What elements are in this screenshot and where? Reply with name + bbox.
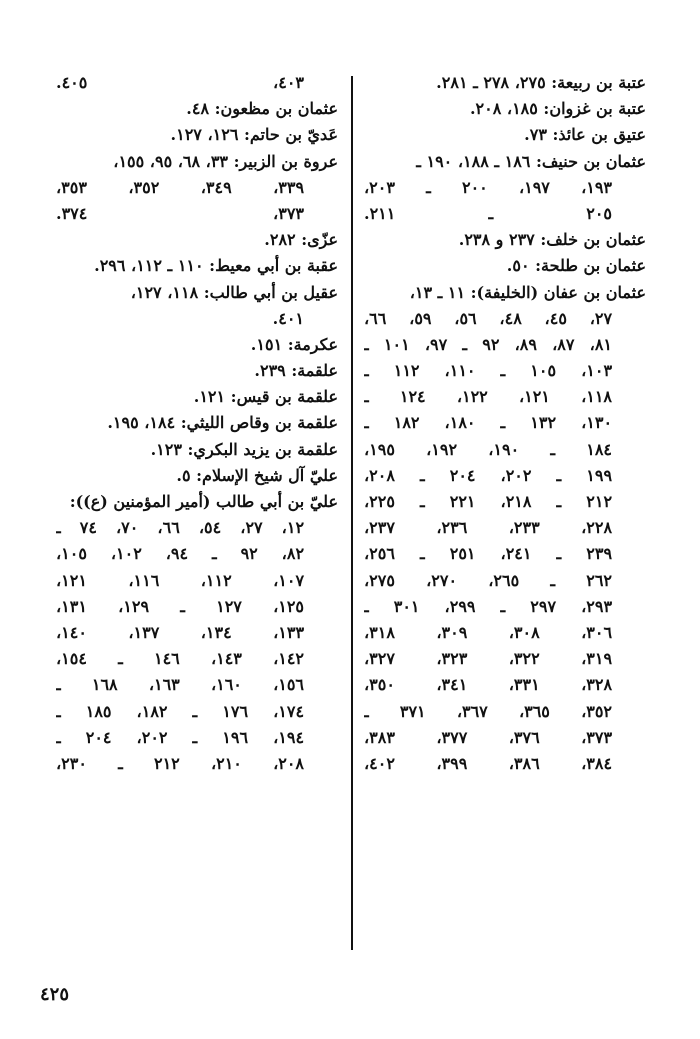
index-entry-line: ١٩٤، ١٩٦ ـ ٢٠٢، ٢٠٤ ـ [56,727,305,747]
index-entry-line: ٢٦٢ ـ ٢٦٥، ٢٧٠، ٢٧٥، [364,570,613,590]
index-entry-line: ١٤٢، ١٤٣، ١٤٦ ـ ١٥٤، [56,649,305,669]
index-entry-line: ٢٧، ٤٥، ٤٨، ٥٦، ٥٩، ٦٦، [364,308,613,328]
column-divider [351,76,353,950]
index-column-left [56,70,338,777]
index-entry-line: ١٢، ٢٧، ٥٤، ٦٦، ٧٠، ٧٤ ـ [56,518,305,538]
index-entry-line: علقمة بن يزيد البكري: ١٢٣. [150,439,338,459]
index-entry-line: ١٥٦، ١٦٠، ١٦٣، ١٦٨ ـ [56,675,305,695]
index-entry-line: ٢٢٨، ٢٣٣، ٢٣٦، ٢٣٧، [364,518,613,538]
index-entry-line: عتبة بن ربيعة: ٢٧٥، ٢٧٨ ـ ٢٨١. [436,73,646,92]
index-entry-line: عليّ آل شيخ الإسلام: ٥. [176,465,338,485]
index-entry-line: ١٧٤، ١٧٦ ـ ١٨٢، ١٨٥ ـ [56,701,305,721]
index-entry-line: عثمان بن عفان (الخليفة): ١١ ـ ١٣، [409,282,646,302]
index-entry-line: ١٠٣، ١٠٥ ـ ١١٠، ١١٢ ـ [364,361,613,381]
index-entry-line: ١٢٥، ١٢٧ ـ ١٢٩، ١٣١، [56,596,305,616]
index-entry-line: علقمة بن وقاص الليثي: ١٨٤، ١٩٥. [107,413,338,433]
index-entry-line: ٢٠٨، ٢١٠، ٢١٢ ـ ٢٣٠، [56,753,305,773]
index-entry-line: ١٨٤ ـ ١٩٠، ١٩٢، ١٩٥، [364,439,613,459]
index-entry-line: عثمان بن طلحة: ٥٠. [506,256,646,276]
index-entry-line: عكرمة: ١٥١. [250,334,338,354]
index-entry-line: ٣٢٨، ٣٣١، ٣٤١، ٣٥٠، [364,675,613,695]
index-entry-line: عروة بن الزبير: ٣٣، ٦٨، ٩٥، ١٥٥، [113,151,338,171]
index-entry-line: عثمان بن حنيف: ١٨٦ ـ ١٨٨، ١٩٠ ـ [416,151,646,171]
index-entry-line: عثمان بن مظعون: ٤٨. [186,99,338,119]
index-entry-line: عثمان بن خلف: ٢٣٧ و ٢٣٨. [458,230,646,250]
index-entry-line: ٣٧٣، ٣٧٦، ٣٧٧، ٣٨٣، [364,727,613,747]
index-entry-line: ٨٢، ٩٢ ـ ٩٤، ١٠٢، ١٠٥، [56,544,305,564]
index-entry-line: ٣٣٩، ٣٤٩، ٣٥٢، ٣٥٣، [56,177,305,197]
index-column-right [364,70,646,777]
index-entry-line: عقبة بن أبي معيط: ١١٠ ـ ١١٢، ٢٩٦. [94,256,338,276]
index-entry-line: ١٩٣، ١٩٧، ٢٠٠ ـ ٢٠٣، [364,177,613,197]
index-entry-line: ٣٧٣، ٣٧٤. [56,203,304,223]
index-entry-line: ٣٥٢، ٣٦٥، ٣٦٧، ٣٧١ ـ [364,701,613,721]
index-entry-line: عقيل بن أبي طالب: ١١٨، ١٢٧، [130,282,338,302]
index-entry-line: عَديّ بن حاتم: ١٢٦، ١٢٧. [170,125,338,145]
index-entry-line: عتبة بن غزوان: ١٨٥، ٢٠٨. [469,99,646,119]
index-entry-line: ١٣٠، ١٣٢ ـ ١٨٠، ١٨٢ ـ [364,413,613,433]
index-entry-line: ٤٠١. [272,308,304,328]
index-entry-line: ٢٠٥ ـ ٢١١. [364,203,612,223]
index-entry-line: ٤٠٣، ٤٠٥. [56,73,304,92]
index-entry-line: عليّ بن أبي طالب (أمير المؤمنين (ع)): [69,492,338,511]
index-entry-line: ٢١٢ ـ ٢١٨، ٢٢١ ـ ٢٢٥، [364,492,613,511]
index-entry-line: ١١٨، ١٢١، ١٢٢، ١٢٤ ـ [364,387,613,407]
index-entry-line: ٣١٩، ٣٢٢، ٣٢٣، ٣٢٧، [364,649,613,669]
index-entry-line: ١٠٧، ١١٢، ١١٦، ١٢١، [56,570,305,590]
index-entry-line: ٣٠٦، ٣٠٨، ٣٠٩، ٣١٨، [364,622,613,642]
index-entry-line: علقمة بن قيس: ١٢١. [193,387,338,407]
index-entry-line: ٣٨٤، ٣٨٦، ٣٩٩، ٤٠٢، [364,753,613,773]
index-entry-line: ٢٣٩ ـ ٢٤١، ٢٥١ ـ ٢٥٦، [364,544,613,564]
index-entry-line: عتيق بن عائذ: ٧٣. [524,125,646,145]
index-entry-line: عزّى: ٢٨٢. [264,230,338,250]
page-number: ٤٢٥ [40,984,70,1005]
index-entry-line: علقمة: ٢٣٩. [254,361,338,381]
index-entry-line: ٨١، ٨٧، ٨٩، ٩٢ ـ ٩٧، ١٠١ ـ [364,334,613,354]
index-entry-line: ١٣٣، ١٣٤، ١٣٧، ١٤٠، [56,622,305,642]
index-entry-line: ١٩٩ ـ ٢٠٢، ٢٠٤ ـ ٢٠٨، [364,465,613,485]
index-entry-line: ٢٩٣، ٢٩٧ ـ ٢٩٩، ٣٠١ ـ [364,596,613,616]
